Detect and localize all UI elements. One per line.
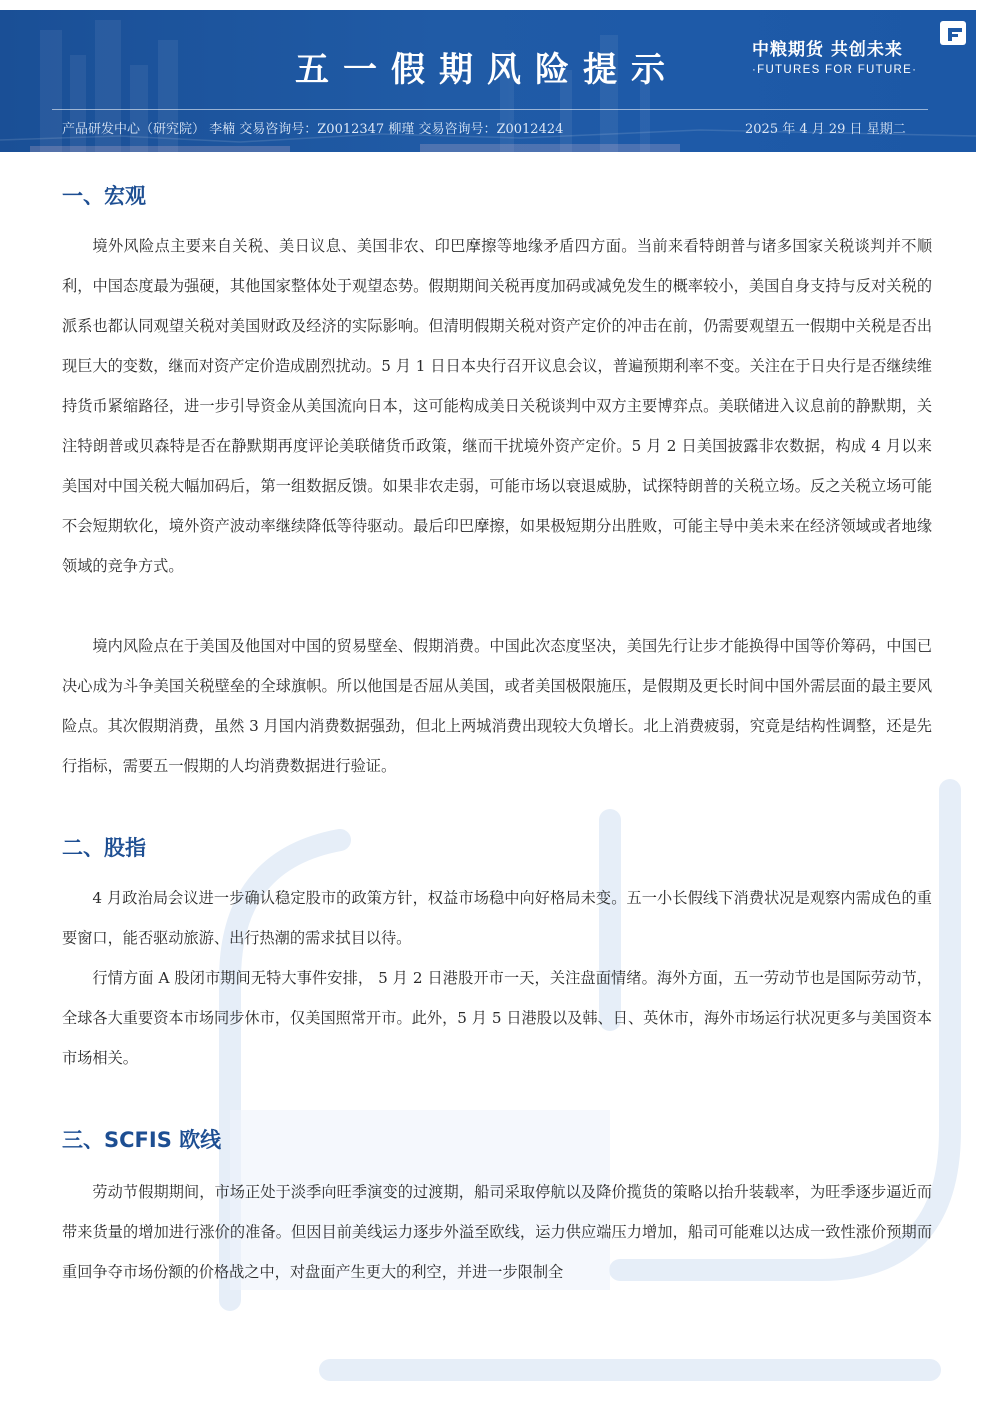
brand-slogan: ·FUTURES FOR FUTURE· — [752, 64, 918, 76]
section-heading-scfis: 三、SCFIS 欧线 — [62, 1128, 222, 1152]
section-heading-stock-index: 二、股指 — [62, 836, 146, 860]
author-info: 产品研发中心（研究院） 李楠 交易咨询号：Z0012347 柳瑾 交易咨询号：Z0012424 — [62, 122, 564, 137]
report-date: 2025 年 4 月 29 日 星期二 — [745, 122, 906, 137]
paragraph: 境外风险点主要来自关税、美日议息、美国非农、印巴摩擦等地缘矛盾四方面。当前来看特朗普与诸多国家关税谈判并不顺利，中国态度最为强硬，其他国家整体处于观望态势。假期期间关税再度加码或减免发生的概率较小，美国自身支持与反对关税的派系也都认同观望关税对美国财政及经济的实际影响。但清明假期关税对资产定价的冲击在前，仍需要观望五一假期中关税是否出现巨大的变数，继而对资产定价造成剧烈扰动。5 月 1 日日本央行召开议息会议，普遍预期利率不变。关注在于日央行是否继续维持货币紧缩路径，进一步引导资金从美国流向日本，这可能构成美日关税谈判中双方主要博弈点。美联储进入议息前的静默期，关注特朗普或贝森特是否在静默期再度评论美联储货币政策，继而干扰境外资产定价。5 月 2 日美国披露非农数据，构成 4 月以来美国对中国关税大幅加码后，第一组数据反馈。如果非农走弱，可能市场以衰退威胁，试探特朗普的关税立场。反之关税立场可能不会短期软化，境外资产波动率继续降低等待驱动。最后印巴摩擦，如果极短期分出胜败，可能主导中美未来在经济领域或者地缘领域的竞争方式。 — [62, 237, 932, 575]
paragraph: 行情方面 A 股闭市期间无特大事件安排， 5 月 2 日港股开市一天，关注盘面情绪。海外方面，五一劳动节也是国际劳动节，全球各大重要资本市场同步休市，仅美国照常开市。此外，5 月 5 日港股以及韩、日、英休市，海外市场运行状况更多与美国资本市场相关。 — [62, 969, 932, 1067]
document-title: 五一假期风险提示 — [295, 50, 679, 90]
paragraph: 4 月政治局会议进一步确认稳定股市的政策方针，权益市场稳中向好格局未变。五一小长假线下消费状况是观察内需成色的重要窗口，能否驱动旅游、出行热潮的需求拭目以待。 — [62, 889, 932, 947]
section-heading-macro: 一、宏观 — [62, 184, 146, 208]
paragraph: 境内风险点在于美国及他国对中国的贸易壁垒、假期消费。中国此次态度坚决，美国先行让步才能换得中国等价筹码，中国已决心成为斗争美国关税壁垒的全球旗帜。所以他国是否屈从美国，或者美国极限施压，是假期及更长时间中国外需层面的最主要风险点。其次假期消费，虽然 3 月国内消费数据强劲，但北上两城消费出现较大负增长。北上消费疲弱，究竟是结构性调整，还是先行指标，需要五一假期的人均消费数据进行验证。 — [62, 637, 932, 775]
brand-name: 中粮期货 共创未来 — [752, 40, 903, 60]
paragraph: 劳动节假期期间，市场正处于淡季向旺季演变的过渡期，船司采取停航以及降价揽货的策略以抬升装载率，为旺季逐步逼近而带来货量的增加进行涨价的准备。但因目前美线运力逐步外溢至欧线，运力供应端压力增加，船司可能难以达成一致性涨价预期而重回争夺市场份额的价格战之中，对盘面产生更大的利空，并进一步限制全 — [62, 1183, 932, 1281]
